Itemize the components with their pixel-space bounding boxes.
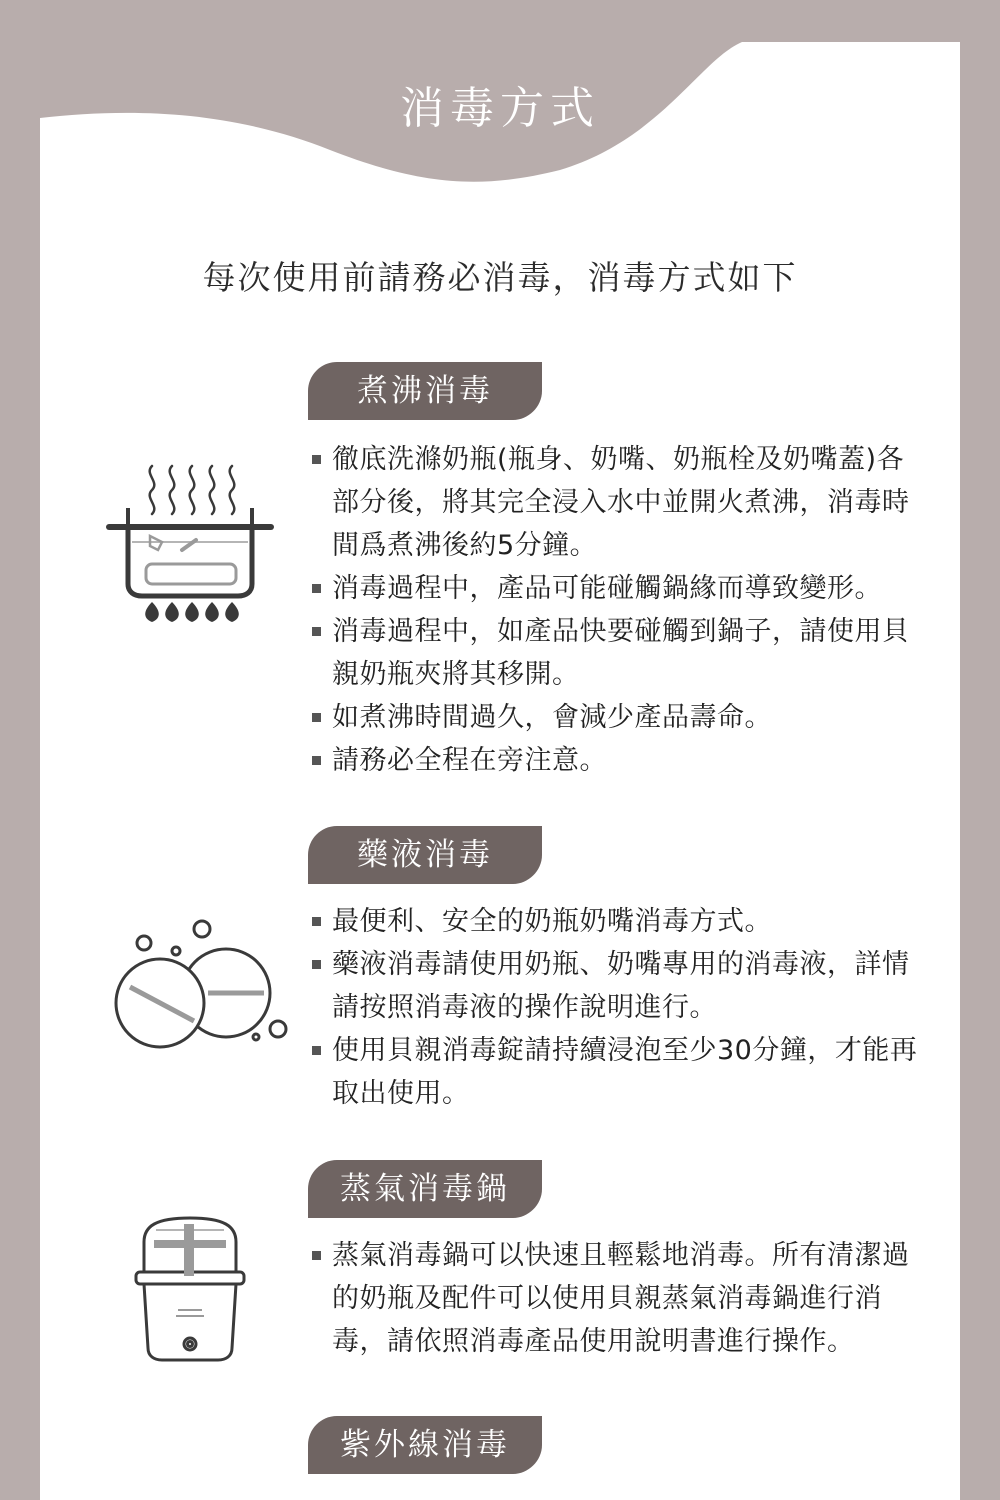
boiling-pot-icon <box>100 460 280 630</box>
section-title-boiling <box>308 362 542 420</box>
list-item: 消毒過程中，產品可能碰觸鍋緣而導致變形。 <box>310 567 920 610</box>
list-item: 蒸氣消毒鍋可以快速且輕鬆地消毒。所有清潔過的奶瓶及配件可以使用貝親蒸氣消毒鍋進行消毒，請依照消毒產品使用說明書進行操作。 <box>310 1234 920 1363</box>
list-item: 請務必全程在旁注意。 <box>310 739 920 782</box>
section-title-label: 蒸氣消毒鍋 <box>340 1171 510 1207</box>
list-item: 藥液消毒請使用奶瓶、奶嘴專用的消毒液，詳情請按照消毒液的操作說明進行。 <box>310 943 920 1029</box>
steam-bullet-list <box>310 1234 920 1363</box>
section-title-label: 煮沸消毒 <box>357 373 493 409</box>
boiling-bullet-list <box>310 438 920 782</box>
section-title-label: 紫外線消毒 <box>340 1427 510 1463</box>
list-item: 最便利、安全的奶瓶奶嘴消毒方式。 <box>310 900 920 943</box>
section-title-steam <box>308 1160 542 1218</box>
solution-bullet-list <box>310 900 920 1115</box>
steam-sterilizer-icon <box>130 1212 250 1368</box>
section-title-solution <box>308 826 542 884</box>
list-item: 如煮沸時間過久，會減少產品壽命。 <box>310 696 920 739</box>
section-title-label: 藥液消毒 <box>357 837 493 873</box>
list-item: 使用貝親消毒錠請持續浸泡至少30分鐘，才能再取出使用。 <box>310 1029 920 1115</box>
list-item: 徹底洗滌奶瓶(瓶身、奶嘴、奶瓶栓及奶嘴蓋)各部分後，將其完全浸入水中並開火煮沸，消毒時間爲煮沸後約5分鐘。 <box>310 438 920 567</box>
section-title-uv <box>308 1416 542 1474</box>
intro-text: 每次使用前請務必消毒，消毒方式如下 <box>202 258 798 297</box>
page-title: 消毒方式 <box>400 83 600 134</box>
list-item: 消毒過程中，如產品快要碰觸到鍋子，請使用貝親奶瓶夾將其移開。 <box>310 610 920 696</box>
sterilizing-solution-icon <box>110 915 300 1055</box>
